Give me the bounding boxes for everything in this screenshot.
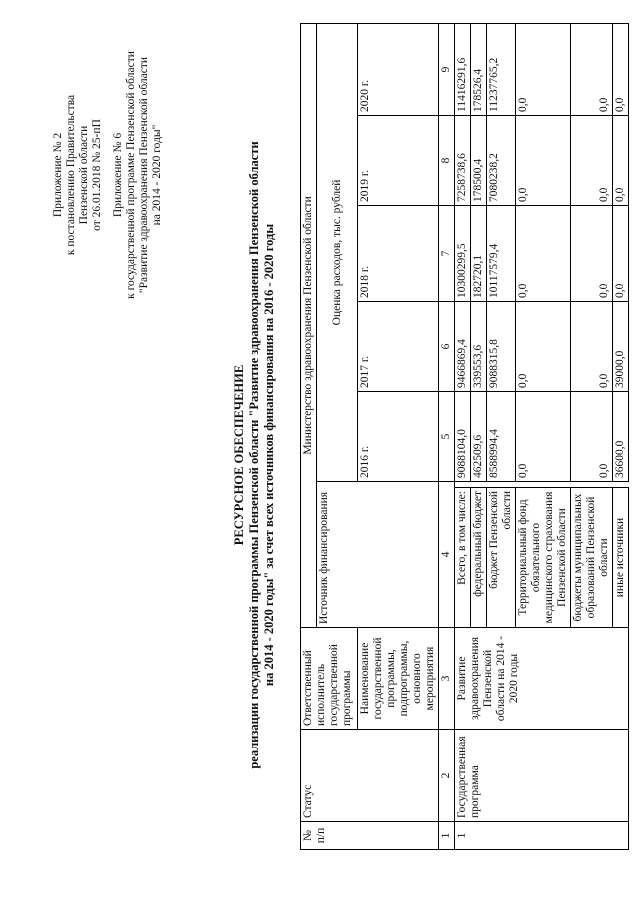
column-numbers-row — [439, 23, 455, 849]
title-line: РЕСУРСНОЕ ОБЕСПЕЧЕНИЕ — [232, 364, 246, 546]
value-cell: 462509,6 — [471, 392, 487, 482]
value-cell: 0,0 — [571, 23, 613, 115]
appendix-6-line: на 2014 - 2020 годы" — [151, 124, 163, 226]
row-number: 1 — [455, 822, 629, 850]
program-name: Развитие здравоохранения Пензенской области на 2014 - 2020 годы — [455, 628, 629, 730]
value-cell: 0,0 — [571, 302, 613, 392]
value-cell: 339553,6 — [471, 302, 487, 392]
header-executor: Ответственный исполнитель государственной программы — [301, 628, 358, 730]
column-number: 3 — [439, 628, 455, 730]
header-row-1 — [301, 23, 317, 849]
header-program-name: Наименование государственной программы, подпрограммы, основного мероприятия — [358, 628, 439, 730]
title-line: реализации государственной программы Пензенской области "Развитие здравоохранения Пензенской области — [247, 141, 261, 769]
column-number: 8 — [439, 116, 455, 206]
value-cell: 9088104,0 — [455, 392, 471, 482]
column-number: 6 — [439, 302, 455, 392]
appendix-2-header — [52, 65, 104, 285]
funding-source: бюджеты муниципальных образований Пензенской области — [571, 488, 613, 628]
value-cell: 0,0 — [516, 392, 571, 482]
value-cell: 0,0 — [571, 116, 613, 206]
header-year-2020: 2020 г. — [358, 23, 439, 115]
header-ministry: Министерство здравоохранения Пензенской области — [301, 23, 317, 627]
header-year-2019: 2019 г. — [358, 116, 439, 206]
value-cell: 178500,4 — [471, 116, 487, 206]
value-cell: 0,0 — [516, 23, 571, 115]
value-cell: 8588994,4 — [487, 392, 516, 482]
column-number: 4 — [439, 482, 455, 628]
value-cell: 39000,0 — [613, 302, 629, 392]
value-cell: 0,0 — [516, 116, 571, 206]
header-year-2018: 2018 г. — [358, 206, 439, 302]
appendix-2-line: от 26.01.2018 № 25-пП — [91, 119, 103, 231]
value-cell: 11416291,6 — [455, 23, 471, 115]
value-cell: 7080238,2 — [487, 116, 516, 206]
header-row-3 — [358, 23, 439, 849]
column-number: 9 — [439, 23, 455, 115]
funding-source: федеральный бюджет — [471, 488, 487, 628]
appendix-6-header — [112, 30, 164, 320]
funding-source: бюджет Пензенской области — [487, 488, 516, 628]
appendix-2-line: Пензенской области — [78, 125, 90, 225]
header-row-number: № п/п — [301, 822, 439, 850]
header-status: Статус — [301, 730, 439, 822]
value-cell: 9466869,4 — [455, 302, 471, 392]
value-cell: 10300299,5 — [455, 206, 471, 302]
appendix-6-line: к государственной программе Пензенской области — [125, 51, 137, 299]
title-line: на 2014 - 2020 годы" за счет всех источников финансирования на 2016 - 2020 годы — [262, 223, 276, 687]
value-cell: 178526,4 — [471, 23, 487, 115]
value-cell: 182720,1 — [471, 206, 487, 302]
value-cell: 36600,0 — [613, 392, 629, 482]
table-row — [455, 23, 471, 849]
appendix-2-line: к постановлению Правительства — [65, 94, 77, 256]
value-cell: 0,0 — [613, 206, 629, 302]
appendix-2-line: Приложение № 2 — [52, 132, 64, 218]
header-source: Источник финансирования — [317, 482, 439, 628]
value-cell: 0,0 — [613, 23, 629, 115]
value-cell: 11237765,2 — [487, 23, 516, 115]
funding-source: Территориальный фонд обязательного медицинского страхования Пензенской области — [516, 488, 571, 628]
column-number: 2 — [439, 730, 455, 822]
funding-source: Всего, в том числе: — [455, 488, 471, 628]
value-cell: 10117579,4 — [487, 206, 516, 302]
header-year-2017: 2017 г. — [358, 302, 439, 392]
column-number: 7 — [439, 206, 455, 302]
column-number: 1 — [439, 822, 455, 850]
value-cell: 9088315,8 — [487, 302, 516, 392]
program-status: Государственная программа — [455, 730, 629, 822]
column-number: 5 — [439, 392, 455, 482]
value-cell: 0,0 — [571, 206, 613, 302]
value-cell: 0,0 — [516, 206, 571, 302]
value-cell: 0,0 — [516, 302, 571, 392]
value-cell: 7258738,6 — [455, 116, 471, 206]
funding-source: иные источники — [613, 488, 629, 628]
value-cell: 0,0 — [613, 116, 629, 206]
appendix-6-line: Приложение № 6 — [112, 132, 124, 218]
resource-table — [300, 23, 629, 850]
appendix-6-line: "Развитие здравоохранения Пензенской области — [138, 56, 150, 294]
header-year-2016: 2016 г. — [358, 392, 439, 482]
value-cell: 0,0 — [571, 392, 613, 482]
header-estimate: Оценка расходов, тыс. рублей — [317, 23, 358, 481]
document-title — [232, 65, 277, 845]
